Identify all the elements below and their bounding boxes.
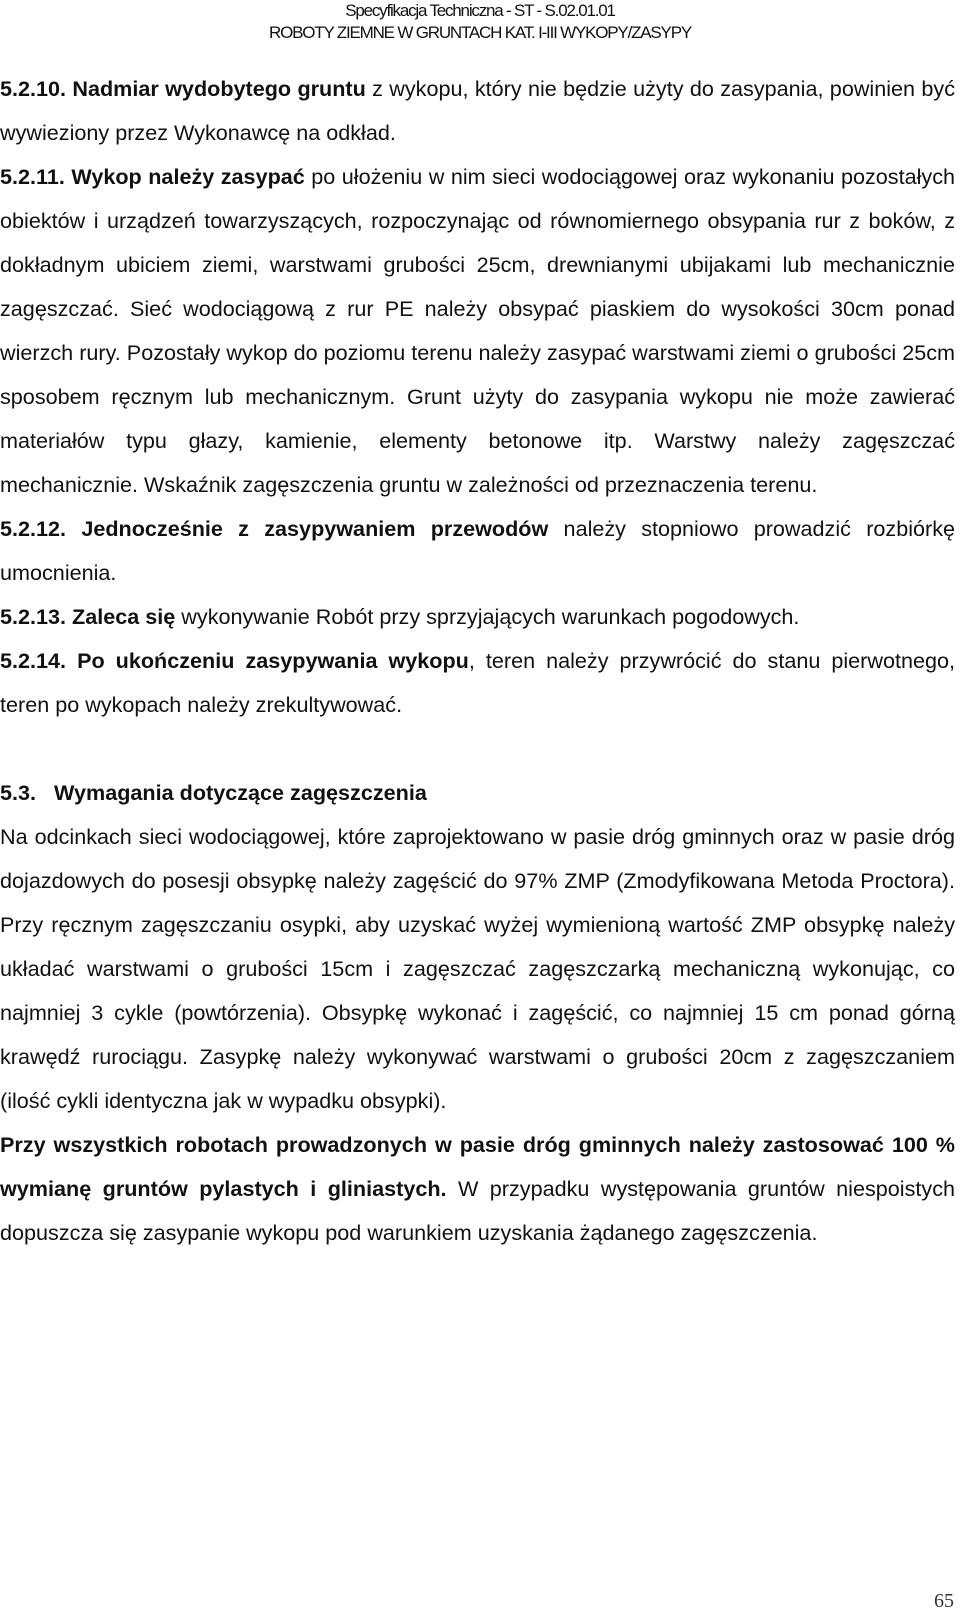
paragraph-text: z wykopu, który nie będzie użyty do zasypania, powinien być wywieziony przez Wykonawcę na odkład.	[0, 76, 955, 145]
header-section-title: ROBOTY ZIEMNE W GRUNTACH KAT. I-III WYKOPY/ZASYPY	[269, 23, 691, 42]
paragraph-lead: Nadmiar wydobytego gruntu	[72, 76, 366, 101]
section-gap	[0, 727, 955, 771]
paragraph-5-2-11	[0, 155, 955, 507]
section-heading-5-3	[0, 771, 955, 815]
document-body	[0, 67, 955, 1255]
paragraph-lead: Przy wszystkich robotach prowadzonych w pasie dróg gminnych należy zastosować 100 % wymianę gruntów pylastych i gliniastych.	[0, 1132, 955, 1201]
paragraph-5-2-10	[0, 67, 955, 155]
paragraph-5-2-14	[0, 639, 955, 727]
paragraph-text: po ułożeniu w nim sieci wodociągowej oraz wykonaniu pozostałych obiektów i urządzeń towarzyszących, rozpoczynając od równomiernego obsypania rur z boków, z dokładnym ubiciem ziemi, warstwami grubości 25cm, drewnianymi ubijakami lub mechanicznie zagęszczać. Sieć wodociągową z rur PE należy obsypać piaskiem do wysokości 30cm ponad wierzch rury. Pozostały wykop do poziomu terenu należy zasypać warstwami ziemi o grubości 25cm sposobem ręcznym lub mechanicznym. Grunt użyty do zasypania wykopu nie może zawierać materiałów typu głazy, kamienie, elementy betonowe itp. Warstwy należy zagęszczać mechanicznie. Wskaźnik zagęszczenia gruntu w zależności od przeznaczenia terenu.	[0, 164, 955, 497]
paragraph-5-2-12	[0, 507, 955, 595]
paragraph-compaction: Na odcinkach sieci wodociągowej, które zaprojektowano w pasie dróg gminnych oraz w pasie dróg dojazdowych do posesji obsypkę należy zagęścić do 97% ZMP (Zmodyfikowana Metoda Proctora). Przy ręcznym zagęszczaniu osypki, aby uzyskać wyżej wymienioną wartość ZMP obsypkę należy układać warstwami o grubości 15cm i zagęszczać zagęszczarką mechaniczną wykonując, co najmniej 3 cykle (powtórzenia). Obsypkę wykonać i zagęścić, co najmniej 15 cm ponad górną krawędź rurociągu. Zasypkę należy wykonywać warstwami o grubości 20cm z zagęszczaniem (ilość cykli identyczna jak w wypadku obsypki).	[0, 824, 955, 1113]
paragraph-text: W przypadku występowania gruntów niespoistych dopuszcza się zasypanie wykopu pod warunkiem uzyskania żądanego zagęszczenia.	[0, 1176, 956, 1245]
section-number: 5.2.14.	[0, 648, 67, 673]
paragraph-text: należy stopniowo prowadzić rozbiórkę umocnienia.	[0, 516, 956, 585]
paragraph-text: , teren należy przywrócić do stanu pierwotnego, teren po wykopach należy zrekultywować.	[0, 648, 956, 717]
paragraph-lead: Po ukończeniu zasypywania wykopu	[77, 648, 469, 673]
section-number: 5.2.12.	[0, 516, 67, 541]
paragraph-text: wykonywanie Robót przy sprzyjających warunkach pogodowych.	[175, 604, 800, 629]
section-heading: 5.3. Wymagania dotyczące zagęszczenia	[0, 780, 427, 805]
section-number: 5.2.10.	[0, 76, 67, 101]
page-header	[0, 0, 960, 44]
page-number: 65	[934, 1590, 954, 1612]
paragraph-lead: Jednocześnie z zasypywaniem przewodów	[81, 516, 549, 541]
header-spec-title: Specyfikacja Techniczna - ST - S.02.01.01	[345, 1, 615, 20]
paragraph-soil-replacement	[0, 1123, 955, 1255]
paragraph-5-2-13	[0, 595, 955, 639]
paragraph-lead: Zaleca się	[72, 604, 176, 629]
paragraph-lead: Wykop należy zasypać	[71, 164, 305, 189]
section-number: 5.2.11.	[0, 164, 65, 189]
section-number: 5.2.13.	[0, 604, 67, 629]
